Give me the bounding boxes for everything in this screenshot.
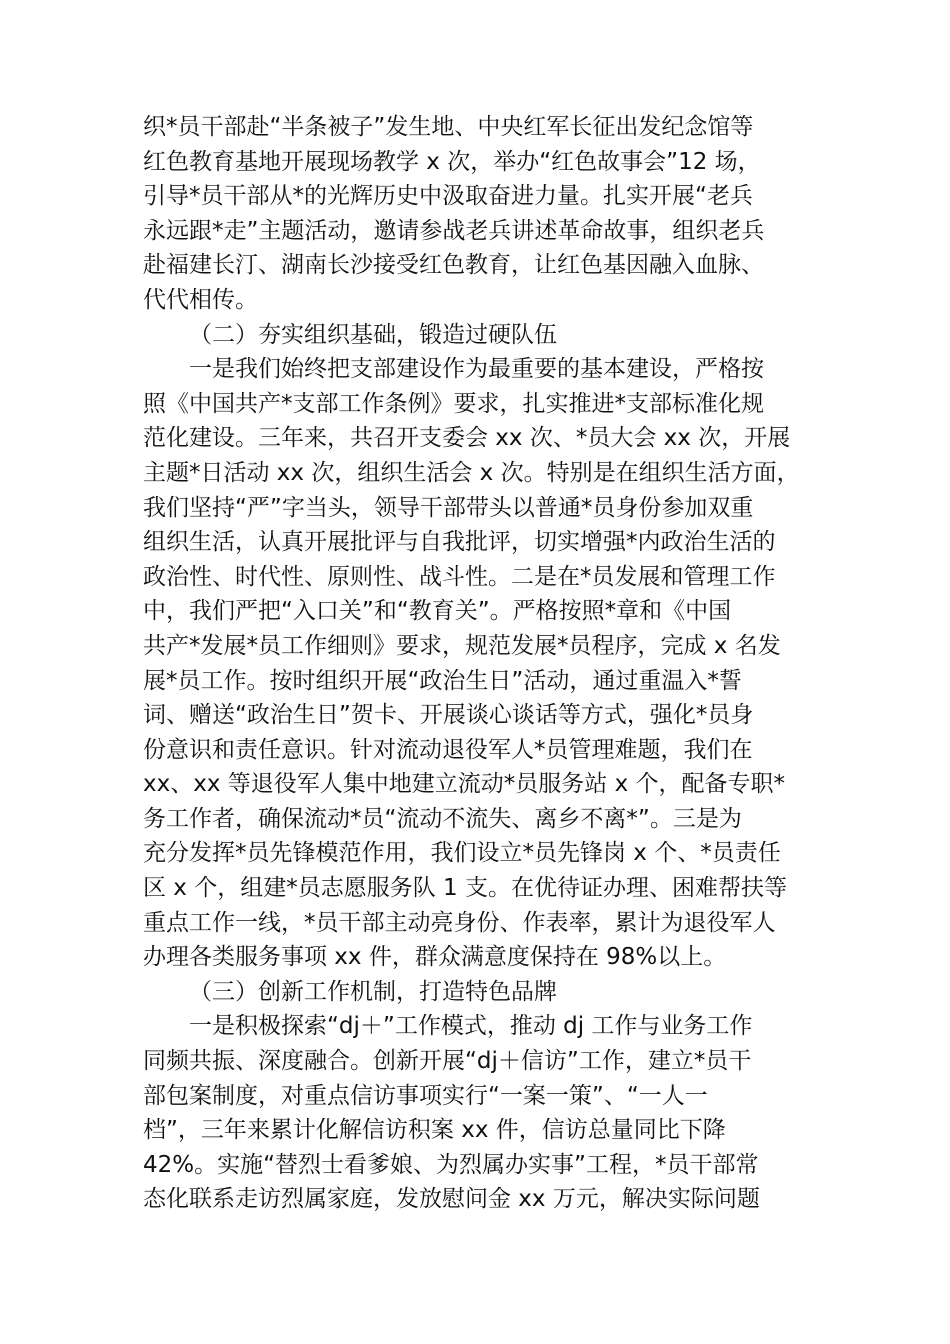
text-line: 办理各类服务事项 xx 件，群众满意度保持在 98%以上。	[143, 944, 727, 971]
text-line: 部包案制度，对重点信访事项实行“一案一策”、“一人一	[143, 1082, 708, 1109]
text-line: 赴福建长汀、湖南长沙接受红色教育，让红色基因融入血脉、	[143, 252, 764, 279]
text-line: 42%。实施“替烈士看爹娘、为烈属办实事”工程，*员干部常	[143, 1151, 759, 1178]
text-line: 同频共振、深度融合。创新开展“dj＋信访”工作，建立*员干	[143, 1048, 752, 1075]
text-line: 态化联系走访烈属家庭，发放慰问金 xx 万元，解决实际问题	[143, 1186, 760, 1213]
body-text	[143, 110, 823, 1217]
text-line: 红色教育基地开展现场教学 x 次，举办“红色故事会”12 场，	[143, 148, 761, 175]
text-line: 词、赠送“政治生日”贺卡、开展谈心谈话等方式，强化*员身	[143, 702, 754, 729]
text-line: 主题*日活动 xx 次，组织生活会 x 次。特别是在组织生活方面，	[143, 459, 800, 486]
text-line: 份意识和责任意识。针对流动退役军人*员管理难题，我们在	[143, 736, 753, 763]
text-line: 重点工作一线，*员干部主动亮身份、作表率，累计为退役军人	[143, 909, 776, 936]
text-line: 组织生活，认真开展批评与自我批评，切实增强*内政治生活的	[143, 529, 776, 556]
section-heading: （二）夯实组织基础，锻造过硬队伍	[189, 321, 557, 348]
text-line: 引导*员干部从*的光辉历史中汲取奋进力量。扎实开展“老兵	[143, 183, 753, 210]
text-line: 永远跟*走”主题活动，邀请参战老兵讲述革命故事，组织老兵	[143, 217, 765, 244]
text-line: 中，我们严把“入口关”和“教育关”。严格按照*章和《中国	[143, 598, 732, 625]
text-line: 范化建设。三年来，共召开支委会 xx 次、*员大会 xx 次，开展	[143, 425, 791, 452]
paragraph-first-line: 一是我们始终把支部建设作为最重要的基本建设，严格按	[189, 356, 764, 383]
text-line: 充分发挥*员先锋模范作用，我们设立*员先锋岗 x 个、*员责任	[143, 840, 781, 867]
text-line: 档”，三年来累计化解信访积案 xx 件，信访总量同比下降	[143, 1117, 726, 1144]
text-line: 我们坚持“严”字当头，领导干部带头以普通*员身份参加双重	[143, 494, 754, 521]
text-line: 务工作者，确保流动*员“流动不流失、离乡不离*”。三是为	[143, 805, 742, 832]
text-line: 共产*发展*员工作细则》要求，规范发展*员程序，完成 x 名发	[143, 632, 781, 659]
text-line: 展*员工作。按时组织开展“政治生日”活动，通过重温入*誓	[143, 667, 742, 694]
text-line: 区 x 个，组建*员志愿服务队 1 支。在优待证办理、困难帮扶等	[143, 875, 787, 902]
text-line: 织*员干部赴“半条被子”发生地、中央红军长征出发纪念馆等	[143, 114, 754, 140]
text-line: 照《中国共产*支部工作条例》要求，扎实推进*支部标准化规	[143, 390, 764, 417]
section-heading: （三）创新工作机制，打造特色品牌	[189, 978, 557, 1005]
text-line: 代代相传。	[143, 286, 258, 313]
text-line: xx、xx 等退役军人集中地建立流动*员服务站 x 个，配备专职*	[143, 771, 785, 798]
paragraph-first-line: 一是积极探索“dj＋”工作模式，推动 dj 工作与业务工作	[189, 1013, 753, 1040]
text-line: 政治性、时代性、原则性、战斗性。二是在*员发展和管理工作	[143, 563, 776, 590]
